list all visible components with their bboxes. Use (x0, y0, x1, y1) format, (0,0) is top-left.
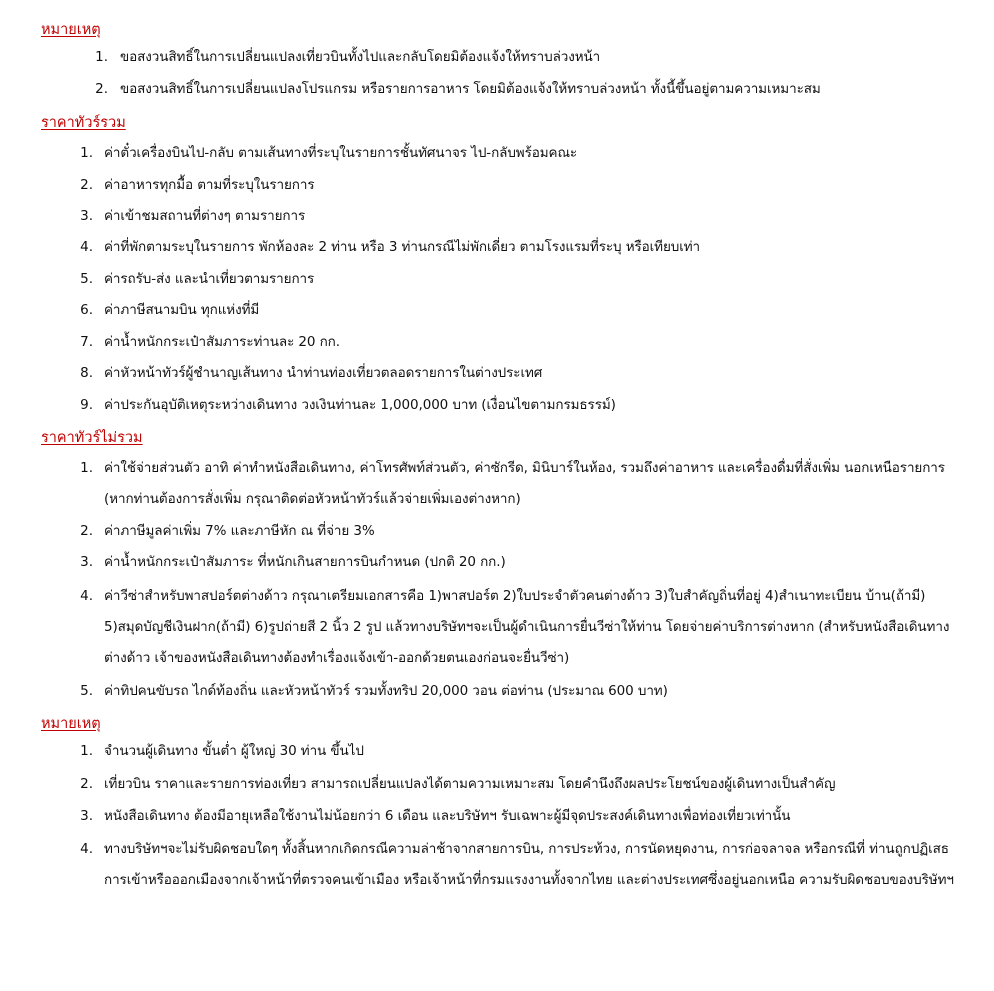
item-number: 2. (80, 523, 93, 539)
item-text: ทางบริษัทฯจะไม่รับผิดชอบใดๆ ทั้งสิ้นหากเกิดกรณีความล่าช้าจากสายการบิน, การประท้วง, การนัดหยุดงาน, การก่อจลาจล หรือกรณีที่ ท่านถูกปฏิเสธ การเข้าหรือออกเมืองจากเจ้าหน้าที่ตรวจคนเข้าเมือง หรือเจ้าหน้าที่กรมแรงงานทั้งจากไทย และต่างประเทศซึ่งอยู่นอกเหนือ ความรับผิดชอบของบริษัทฯ (104, 841, 954, 888)
item-text: ค่าตั๋วเครื่องบินไป-กลับ ตามเส้นทางที่ระบุในรายการชั้นทัศนาจร ไป-กลับพร้อมคณะ (104, 145, 578, 161)
item-number: 2. (80, 776, 93, 792)
item-text: ค่าที่พักตามระบุในรายการ พักห้องละ 2 ท่าน หรือ 3 ท่านกรณีไม่พักเดี่ยว ตามโรงแรมที่ระบุ หรือเทียบเท่า (104, 239, 701, 255)
item-number: 3. (80, 554, 93, 570)
item-text: ขอสงวนสิทธิ์ในการเปลี่ยนแปลงเที่ยวบินทั้งไปและกลับโดยมิต้องแจ้งให้ทราบล่วงหน้า (120, 49, 601, 65)
item-number: 1. (95, 49, 108, 65)
item-text: เที่ยวบิน ราคาและรายการท่องเที่ยว สามารถเปลี่ยนแปลงได้ตามความเหมาะสม โดยคำนึงถึงผลประโยชน์ของผู้เดินทางเป็นสำคัญ (104, 776, 836, 792)
item-text: ค่าหัวหน้าทัวร์ผู้ชำนาญเส้นทาง นำท่านท่องเที่ยวตลอดรายการในต่างประเทศ (104, 365, 543, 381)
item-number: 5. (80, 271, 93, 287)
item-number: 8. (80, 365, 93, 381)
item-text: ค่าใช้จ่ายส่วนตัว อาทิ ค่าทำหนังสือเดินทาง, ค่าโทรศัพท์ส่วนตัว, ค่าซักรีด, มินิบาร์ในห้อง, รวมถึงค่าอาหาร และเครื่องดื่มที่สั่งเพิ่ม นอกเหนือรายการ (หากท่านต้องการสั่งเพิ่ม กรุณาติดต่อหัวหน้าทัวร์แล้วจ่ายเพิ่มเองต่างหาก) (104, 460, 945, 507)
item-number: 1. (80, 743, 93, 759)
item-text: ค่าประกันอุบัติเหตุระหว่างเดินทาง วงเงินท่านละ 1,000,000 บาท (เงื่อนไขตามกรมธรรม์) (104, 397, 616, 413)
item-number: 4. (80, 239, 93, 255)
item-text: ค่ารถรับ-ส่ง และนำเที่ยวตามรายการ (104, 271, 315, 287)
section-heading-notes: หมายเหตุ (41, 716, 101, 732)
item-text: ค่าอาหารทุกมื้อ ตามที่ระบุในรายการ (104, 177, 315, 193)
item-number: 3. (80, 208, 93, 224)
item-number: 4. (80, 841, 93, 857)
item-number: 2. (95, 81, 108, 97)
item-text: ค่าภาษีมูลค่าเพิ่ม 7% และภาษีหัก ณ ที่จ่าย 3% (104, 523, 375, 539)
item-text: จำนวนผู้เดินทาง ขั้นต่ำ ผู้ใหญ่ 30 ท่าน ขึ้นไป (104, 743, 364, 759)
item-number: 5. (80, 683, 93, 699)
item-number: 9. (80, 397, 93, 413)
item-text: ค่าภาษีสนามบิน ทุกแห่งที่มี (104, 302, 260, 318)
item-text: ค่าวีซ่าสำหรับพาสปอร์ตต่างด้าว กรุณาเตรียมเอกสารคือ 1)พาสปอร์ต 2)ใบประจำตัวคนต่างด้าว 3)ใบสำคัญถิ่นที่อยู่ 4)สำเนาทะเบียน บ้าน(ถ้ามี) 5)สมุดบัญชีเงินฝาก(ถ้ามี) 6)รูปถ่ายสี 2 นิ้ว 2 รูป แล้วทางบริษัทฯจะเป็นผู้ดำเนินการยื่นวีซ่าให้ท่าน โดยจ่ายค่าบริการต่างหาก (สำหรับหนังสือเดินทางต่างด้าว เจ้าของหนังสือเดินทางต้องทำเรื่องแจ้งเข้า-ออกด้วยตนเองก่อนจะยื่นวีซ่า) (104, 588, 950, 666)
item-number: 1. (80, 145, 93, 161)
item-text: ค่าน้ำหนักกระเป๋าสัมภาระ ที่หนักเกินสายการบินกำหนด (ปกติ 20 กก.) (104, 554, 506, 570)
item-number: 6. (80, 302, 93, 318)
item-text: ค่าน้ำหนักกระเป๋าสัมภาระท่านละ 20 กก. (104, 334, 340, 350)
section-heading-remarks: หมายเหตุ (41, 22, 101, 38)
section-heading-excluded: ราคาทัวร์ไม่รวม (41, 430, 143, 446)
item-number: 1. (80, 460, 93, 476)
item-number: 4. (80, 588, 93, 604)
item-number: 2. (80, 177, 93, 193)
item-text: ขอสงวนสิทธิ์ในการเปลี่ยนแปลงโปรแกรม หรือรายการอาหาร โดยมิต้องแจ้งให้ทราบล่วงหน้า ทั้งนี้ขึ้นอยู่ตามความเหมาะสม (120, 81, 821, 97)
item-text: ค่าเข้าชมสถานที่ต่างๆ ตามรายการ (104, 208, 306, 224)
item-number: 3. (80, 808, 93, 824)
item-text: หนังสือเดินทาง ต้องมีอายุเหลือใช้งานไม่น้อยกว่า 6 เดือน และบริษัทฯ รับเฉพาะผู้มีจุดประสงค์เดินทางเพื่อท่องเที่ยวเท่านั้น (104, 808, 791, 824)
item-text: ค่าทิปคนขับรถ ไกด์ท้องถิ่น และหัวหน้าทัวร์ รวมทั้งทริป 20,000 วอน ต่อท่าน (ประมาณ 600 บาท) (104, 683, 668, 699)
item-number: 7. (80, 334, 93, 350)
section-heading-included: ราคาทัวร์รวม (41, 115, 126, 131)
